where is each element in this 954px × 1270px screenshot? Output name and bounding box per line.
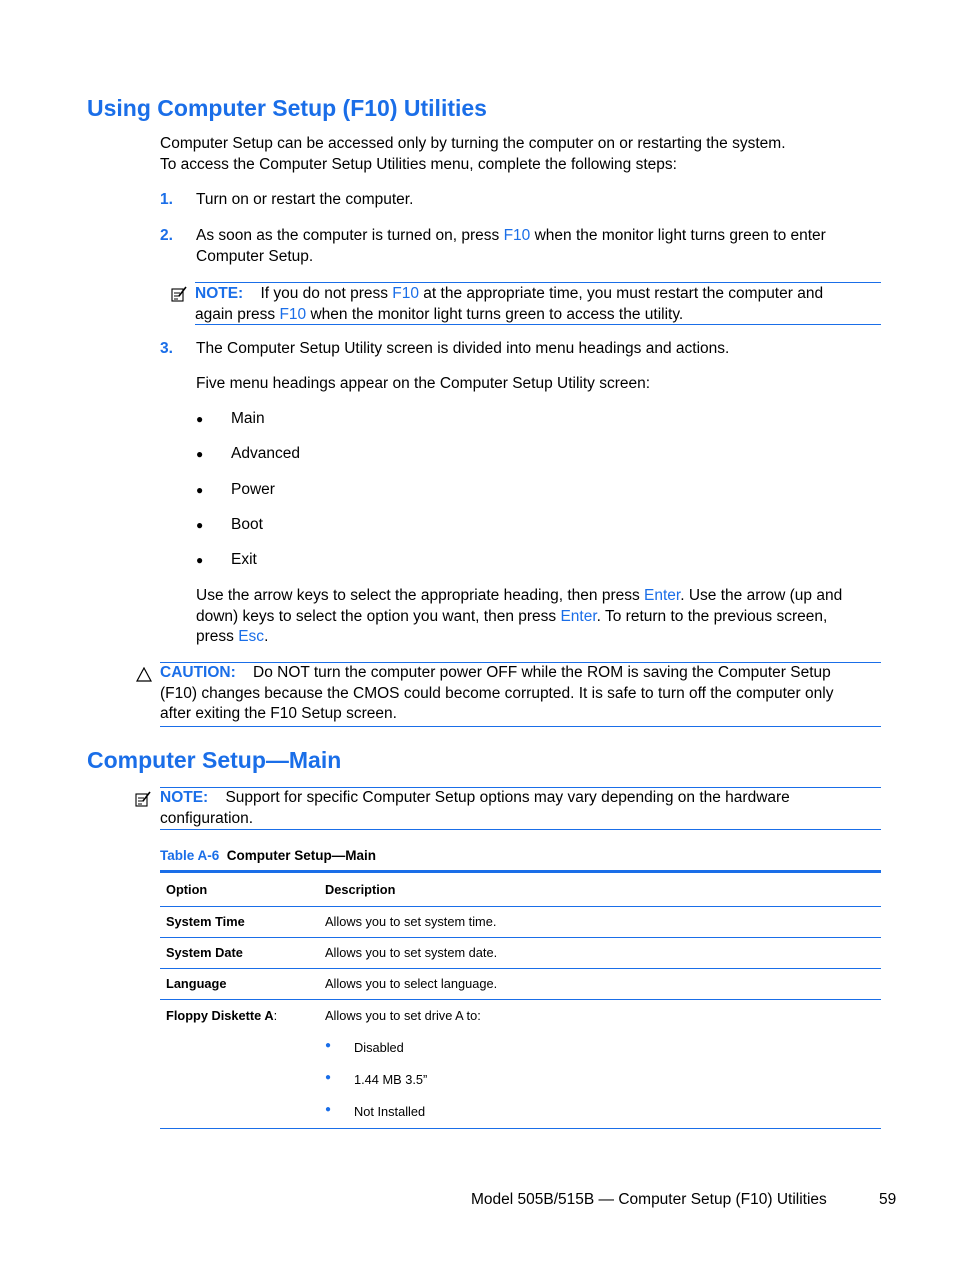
step-text: Turn on or restart the computer. xyxy=(196,191,414,208)
option-cell: System Time xyxy=(166,914,245,929)
menu-item: Boot xyxy=(231,516,263,533)
table-row xyxy=(160,1000,881,1129)
menu-item: Power xyxy=(231,481,275,498)
caution-label: CAUTION: xyxy=(160,664,236,681)
intro-paragraph xyxy=(160,134,786,175)
bullet-icon: ● xyxy=(196,518,204,532)
note-label: NOTE: xyxy=(195,285,244,302)
section-heading: Using Computer Setup (F10) Utilities xyxy=(87,95,487,121)
description-cell: Allows you to set system date. xyxy=(325,945,498,960)
option-cell: Floppy Diskette A: xyxy=(166,1008,278,1023)
bullet-icon: ● xyxy=(196,447,204,461)
description-cell: Allows you to select language. xyxy=(325,976,498,991)
menu-item: Advanced xyxy=(231,445,300,462)
instruction-paragraph: Use the arrow keys to select the appropriate heading, then press Enter. Use the arrow (up and down) keys to select the option you want, then press Enter. To return to the previous screen, press Esc. xyxy=(196,587,843,646)
step-number: 2. xyxy=(160,227,173,244)
key-enter: Enter xyxy=(560,607,597,625)
menu-item: Main xyxy=(231,410,265,427)
bullet-icon: ● xyxy=(325,1104,332,1115)
key-f10: F10 xyxy=(279,305,307,323)
note-box: NOTE: Support for specific Computer Setup options may vary depending on the hardware configuration. xyxy=(134,787,881,830)
section-heading: Computer Setup—Main xyxy=(87,747,342,773)
option-cell: Language xyxy=(166,976,227,991)
bullet-icon: ● xyxy=(325,1072,332,1083)
table-row xyxy=(160,969,881,1000)
bullet-icon: ● xyxy=(196,553,204,567)
drive-choice: Not Installed xyxy=(354,1104,426,1119)
key-f10: F10 xyxy=(392,285,419,302)
description-cell: Allows you to set drive A to: xyxy=(325,1008,481,1023)
table-caption-title: Computer Setup—Main xyxy=(226,848,377,863)
key-f10: F10 xyxy=(503,227,531,244)
step-text: As soon as the computer is turned on, press F10 when the monitor light turns green to enter Computer Setup. xyxy=(196,227,826,265)
description-cell: Allows you to set system time. xyxy=(325,914,497,929)
menu-intro: Five menu headings appear on the Computer Setup Utility screen: xyxy=(196,375,651,392)
bullet-icon: ● xyxy=(196,483,204,497)
menu-item: Exit xyxy=(231,551,257,568)
caution-box: CAUTION: Do NOT turn the computer power OFF while the ROM is saving the Computer Setup (F10) changes because the CMOS could become corrupted. It is safe to turn off the computer only after exiting the F10 Setup screen. xyxy=(134,662,881,727)
bullet-icon: ● xyxy=(196,412,204,426)
note-icon xyxy=(134,790,152,808)
step-text: The Computer Setup Utility screen is divided into menu headings and actions. xyxy=(196,340,730,357)
key-esc: Esc xyxy=(238,628,265,646)
footer-title: Model 505B/515B — Computer Setup (F10) Utilities xyxy=(471,1191,827,1208)
table-row xyxy=(160,907,881,938)
key-enter: Enter xyxy=(644,587,681,604)
note-label: NOTE: xyxy=(160,789,209,806)
option-cell: System Date xyxy=(166,945,243,960)
table-row xyxy=(160,938,881,969)
note-box: NOTE: If you do not press F10 at the appropriate time, you must restart the computer and again press F10 when the monitor light turns green to access the utility. xyxy=(170,282,881,325)
intro-line: To access the Computer Setup Utilities menu, complete the following steps: xyxy=(160,155,677,173)
drive-choice: Disabled xyxy=(354,1040,404,1055)
column-header: Description xyxy=(325,882,396,897)
step-number: 3. xyxy=(160,340,173,357)
bullet-icon: ● xyxy=(325,1040,332,1051)
table-caption-label: Table A-6 xyxy=(160,848,220,863)
table-caption xyxy=(160,848,376,863)
step-number: 1. xyxy=(160,191,173,208)
intro-line: Computer Setup can be accessed only by turning the computer on or restarting the system. xyxy=(160,135,786,152)
note-icon xyxy=(170,285,188,303)
caution-icon xyxy=(136,667,152,682)
column-header: Option xyxy=(166,882,208,897)
drive-choice: 1.44 MB 3.5” xyxy=(354,1072,428,1087)
page-number: 59 xyxy=(879,1191,897,1208)
table-header-row xyxy=(160,873,881,907)
